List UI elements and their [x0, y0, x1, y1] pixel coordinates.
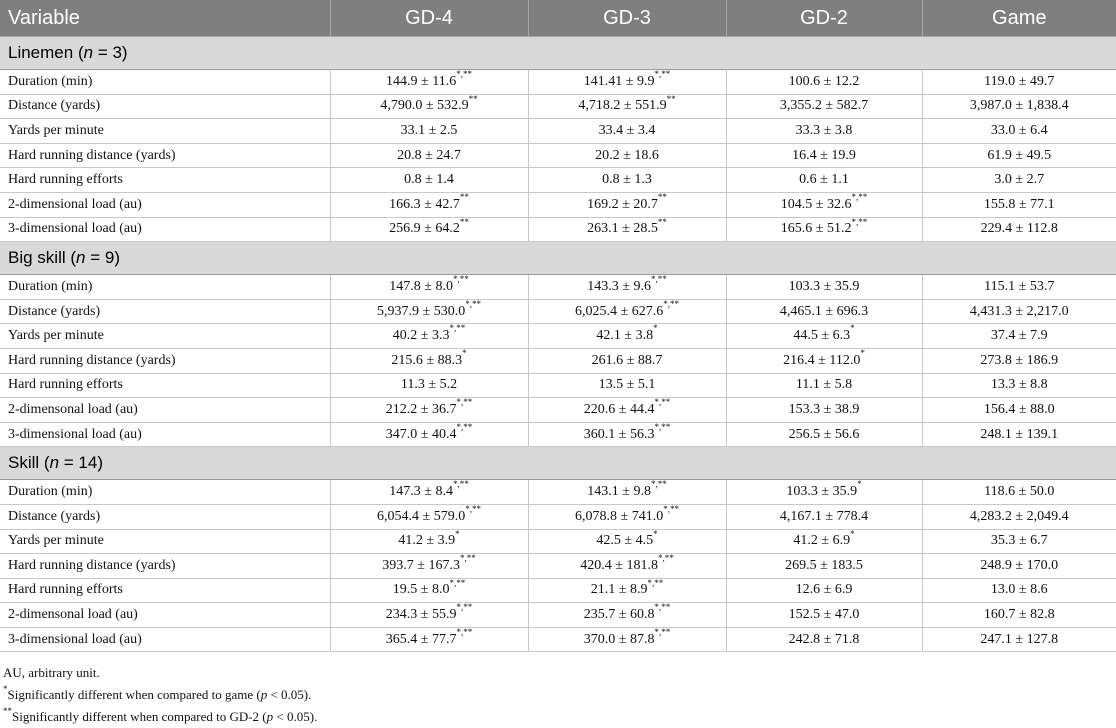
- cell-value: 103.3 ± 35.9: [788, 278, 860, 294]
- table-cell: [330, 554, 528, 579]
- significance-mark: **: [459, 192, 469, 203]
- cell-value: 42.5 ± 4.5: [596, 533, 654, 549]
- significance-mark: *,**: [663, 504, 679, 515]
- significance-mark: *,**: [456, 627, 473, 638]
- cell-value: 20.2 ± 18.6: [595, 147, 659, 163]
- table-row: [0, 480, 1116, 505]
- table-cell: [726, 299, 922, 324]
- table-row: [0, 192, 1116, 217]
- footnote-game: *Significantly different when compared to game (p < 0.05).: [3, 684, 312, 703]
- table-cell: [330, 168, 528, 193]
- cell-value: 41.2 ± 3.9: [398, 533, 456, 549]
- significance-mark: *,**: [654, 397, 671, 408]
- significance-mark: *,**: [851, 216, 868, 227]
- cell-value: 229.4 ± 112.8: [980, 221, 1058, 237]
- column-header-game: Game: [922, 0, 1116, 37]
- table-cell: [330, 143, 528, 168]
- table-cell: [726, 324, 922, 349]
- table-cell: [330, 504, 528, 529]
- table-cell: [726, 275, 922, 300]
- cell-value: 3,355.2 ± 582.7: [779, 98, 869, 114]
- table-cell: [922, 603, 1116, 628]
- table-cell: [922, 70, 1116, 95]
- row-label: Duration (min): [0, 480, 330, 505]
- significance-mark: *,**: [456, 397, 473, 408]
- cell-value: 269.5 ± 183.5: [785, 557, 863, 573]
- group-name: Linemen: [8, 43, 74, 62]
- row-label: Yards per minute: [0, 324, 330, 349]
- cell-value: 6,025.4 ± 627.6: [575, 303, 664, 319]
- table-row: [0, 627, 1116, 652]
- significance-mark: *,**: [456, 69, 472, 80]
- table-cell: [726, 119, 922, 144]
- cell-value: 247.1 ± 127.8: [980, 631, 1059, 647]
- cell-value: 100.6 ± 12.2: [788, 73, 860, 89]
- cell-value: 144.9 ± 11.6: [386, 73, 457, 89]
- table-cell: [726, 578, 922, 603]
- table-cell: [726, 70, 922, 95]
- table-row: [0, 217, 1116, 242]
- cell-value: 33.0 ± 6.4: [990, 122, 1048, 138]
- cell-value: 347.0 ± 40.4: [385, 426, 457, 442]
- row-label: Yards per minute: [0, 529, 330, 554]
- table-cell: [528, 554, 726, 579]
- table-row: [0, 554, 1116, 579]
- significance-mark: **: [459, 216, 469, 227]
- table-cell: [330, 603, 528, 628]
- cell-value: 6,054.4 ± 579.0: [377, 508, 466, 524]
- significance-mark: *: [860, 348, 865, 359]
- cell-value: 0.8 ± 1.4: [404, 172, 454, 188]
- table-cell: [726, 348, 922, 373]
- significance-mark: *,**: [452, 479, 469, 490]
- cell-value: 61.9 ± 49.5: [987, 147, 1052, 163]
- table-row: [0, 168, 1116, 193]
- table-body: [0, 37, 1116, 652]
- row-label: 2-dimensional load (au): [0, 192, 330, 217]
- cell-value: 4,167.1 ± 778.4: [779, 508, 869, 524]
- footnote-mark: *: [3, 684, 8, 695]
- cell-value: 4,431.3 ± 2,217.0: [969, 303, 1069, 319]
- cell-value: 242.8 ± 71.8: [788, 631, 860, 647]
- cell-value: 166.3 ± 42.7: [389, 196, 460, 212]
- group-title: Linemen (n = 3): [0, 37, 1116, 70]
- table-cell: [726, 480, 922, 505]
- table-cell: [726, 94, 922, 119]
- table-row: [0, 422, 1116, 447]
- table-cell: [726, 554, 922, 579]
- table-cell: [330, 275, 528, 300]
- table-cell: [922, 143, 1116, 168]
- table-cell: [330, 70, 528, 95]
- cell-value: 256.5 ± 56.6: [788, 426, 860, 442]
- table-cell: [330, 480, 528, 505]
- footnotes: [0, 662, 1116, 728]
- column-header-gd4: GD-4: [330, 0, 528, 37]
- cell-value: 16.4 ± 19.9: [792, 147, 856, 163]
- table-cell: [726, 168, 922, 193]
- cell-value: 370.0 ± 87.8: [583, 631, 655, 647]
- table-cell: [922, 627, 1116, 652]
- table-cell: [528, 217, 726, 242]
- row-label: 2-dimensonal load (au): [0, 398, 330, 423]
- table-cell: [528, 299, 726, 324]
- significance-mark: *,**: [449, 577, 466, 588]
- row-label: Yards per minute: [0, 119, 330, 144]
- significance-mark: *: [653, 528, 658, 539]
- significance-mark: *,**: [465, 298, 481, 309]
- significance-mark: *,**: [465, 504, 481, 515]
- cell-value: 220.6 ± 44.4: [583, 401, 655, 417]
- cell-value: 33.1 ± 2.5: [400, 122, 458, 138]
- table-cell: [330, 217, 528, 242]
- significance-mark: *: [455, 528, 460, 539]
- cell-value: 143.3 ± 9.6: [587, 278, 651, 294]
- significance-mark: **: [657, 216, 667, 227]
- significance-mark: *,**: [654, 602, 671, 613]
- table-row: [0, 324, 1116, 349]
- table-cell: [528, 603, 726, 628]
- group-n-value: = 3): [97, 43, 128, 62]
- table-cell: [922, 480, 1116, 505]
- table-cell: [528, 168, 726, 193]
- cell-value: 20.8 ± 24.7: [397, 147, 461, 163]
- significance-mark: *: [857, 479, 862, 490]
- table-cell: [726, 143, 922, 168]
- cell-value: 13.0 ± 8.6: [990, 582, 1048, 598]
- cell-value: 141.41 ± 9.9: [583, 73, 655, 89]
- table-cell: [922, 119, 1116, 144]
- cell-value: 33.3 ± 3.8: [795, 122, 853, 138]
- table-cell: [528, 119, 726, 144]
- cell-value: 234.3 ± 55.9: [385, 607, 457, 623]
- cell-value: 41.2 ± 6.9: [793, 533, 851, 549]
- significance-mark: *,**: [654, 421, 671, 432]
- column-header-gd2: GD-2: [726, 0, 922, 37]
- cell-value: 6,078.8 ± 741.0: [575, 508, 664, 524]
- table-cell: [726, 603, 922, 628]
- cell-value: 147.3 ± 8.4: [389, 484, 453, 500]
- cell-value: 4,790.0 ± 532.9: [380, 98, 469, 114]
- table-cell: [528, 275, 726, 300]
- cell-value: 21.1 ± 8.9: [590, 582, 648, 598]
- cell-value: 153.3 ± 38.9: [788, 401, 860, 417]
- table-cell: [330, 299, 528, 324]
- table-cell: [528, 143, 726, 168]
- cell-value: 44.5 ± 6.3: [793, 328, 851, 344]
- table-cell: [726, 504, 922, 529]
- table-cell: [922, 217, 1116, 242]
- table-cell: [330, 373, 528, 398]
- table-row: [0, 373, 1116, 398]
- table-cell: [922, 422, 1116, 447]
- cell-value: 4,465.1 ± 696.3: [779, 303, 869, 319]
- table-row: [0, 504, 1116, 529]
- cell-value: 420.4 ± 181.8: [580, 557, 658, 573]
- table-cell: [922, 373, 1116, 398]
- table-cell: [528, 192, 726, 217]
- significance-mark: *,**: [452, 274, 469, 285]
- significance-mark: **: [666, 93, 676, 104]
- table-cell: [330, 94, 528, 119]
- group-n-label: n: [83, 43, 94, 62]
- table-cell: [528, 94, 726, 119]
- cell-value: 212.2 ± 36.7: [385, 401, 457, 417]
- table-cell: [922, 504, 1116, 529]
- significance-mark: *: [850, 528, 855, 539]
- table-cell: [330, 627, 528, 652]
- cell-value: 248.9 ± 170.0: [980, 557, 1059, 573]
- table-cell: [922, 168, 1116, 193]
- cell-value: 147.8 ± 8.0: [389, 278, 453, 294]
- significance-mark: *,**: [650, 274, 667, 285]
- group-name: Skill: [8, 453, 40, 473]
- cell-value: 12.6 ± 6.9: [795, 582, 853, 598]
- cell-value: 104.5 ± 32.6: [780, 196, 852, 212]
- table-row: [0, 94, 1116, 119]
- cell-value: 215.6 ± 88.3: [391, 352, 463, 368]
- cell-value: 248.1 ± 139.1: [980, 426, 1059, 442]
- table-row: [0, 603, 1116, 628]
- table-cell: [528, 529, 726, 554]
- cell-value: 155.8 ± 77.1: [983, 196, 1055, 212]
- cell-value: 152.5 ± 47.0: [788, 607, 860, 623]
- table-cell: [922, 275, 1116, 300]
- significance-mark: *,**: [851, 192, 868, 203]
- table-row: [0, 529, 1116, 554]
- table-cell: [330, 348, 528, 373]
- table-cell: [330, 192, 528, 217]
- row-label: Hard running distance (yards): [0, 348, 330, 373]
- significance-mark: **: [657, 192, 667, 203]
- group-row: [0, 242, 1116, 275]
- cell-value: 143.1 ± 9.8: [587, 484, 651, 500]
- table-cell: [922, 554, 1116, 579]
- table-row: [0, 70, 1116, 95]
- group-title: Skill (n = 14): [0, 447, 1116, 480]
- table-cell: [330, 422, 528, 447]
- footnote-mark: **: [3, 706, 12, 717]
- row-label: Hard running efforts: [0, 168, 330, 193]
- table-cell: [330, 529, 528, 554]
- group-name: Big skill: [8, 248, 66, 268]
- table-cell: [726, 627, 922, 652]
- table-cell: [330, 578, 528, 603]
- table-cell: [726, 422, 922, 447]
- cell-value: 13.3 ± 8.8: [990, 377, 1048, 393]
- table-row: [0, 119, 1116, 144]
- cell-value: 169.2 ± 20.7: [587, 196, 658, 212]
- significance-mark: *,**: [650, 479, 667, 490]
- group-n-label: n: [49, 453, 60, 473]
- group-row: [0, 37, 1116, 70]
- group-n-label: n: [76, 248, 86, 268]
- cell-value: 33.4 ± 3.4: [598, 122, 656, 138]
- cell-value: 19.5 ± 8.0: [392, 582, 450, 598]
- footnote-abbrev: AU, arbitrary unit.: [3, 665, 100, 681]
- table-row: [0, 578, 1116, 603]
- cell-value: 115.1 ± 53.7: [984, 278, 1055, 294]
- table-cell: [922, 324, 1116, 349]
- column-header-gd3: GD-3: [528, 0, 726, 37]
- column-header-variable: Variable: [0, 0, 330, 37]
- row-label: 3-dimensional load (au): [0, 217, 330, 242]
- cell-value: 360.1 ± 56.3: [583, 426, 655, 442]
- table-cell: [528, 504, 726, 529]
- table-cell: [922, 578, 1116, 603]
- cell-value: 165.6 ± 51.2: [780, 221, 852, 237]
- significance-mark: *,**: [663, 298, 679, 309]
- cell-value: 13.5 ± 5.1: [598, 377, 656, 393]
- header-row: [0, 0, 1116, 37]
- row-label: 3-dimensional load (au): [0, 627, 330, 652]
- table-cell: [528, 348, 726, 373]
- cell-value: 365.4 ± 77.7: [385, 631, 457, 647]
- table-cell: [726, 398, 922, 423]
- table-cell: [726, 192, 922, 217]
- table-cell: [922, 529, 1116, 554]
- cell-value: 261.6 ± 88.7: [591, 352, 663, 368]
- table-cell: [922, 94, 1116, 119]
- cell-value: 235.7 ± 60.8: [583, 607, 655, 623]
- significance-mark: *,**: [459, 553, 476, 564]
- cell-value: 0.8 ± 1.3: [602, 172, 652, 188]
- cell-value: 160.7 ± 82.8: [983, 607, 1055, 623]
- row-label: Hard running distance (yards): [0, 554, 330, 579]
- table-row: [0, 299, 1116, 324]
- row-label: 3-dimensional load (au): [0, 422, 330, 447]
- cell-value: 3,987.0 ± 1,838.4: [969, 98, 1069, 114]
- table-row: [0, 398, 1116, 423]
- cell-value: 263.1 ± 28.5: [587, 221, 658, 237]
- significance-mark: *,**: [456, 421, 473, 432]
- group-n-value: = 9): [90, 248, 120, 268]
- table-cell: [528, 480, 726, 505]
- table-cell: [528, 70, 726, 95]
- significance-mark: *,**: [449, 323, 466, 334]
- cell-value: 0.6 ± 1.1: [799, 172, 849, 188]
- row-label: Hard running distance (yards): [0, 143, 330, 168]
- table-cell: [528, 627, 726, 652]
- table-cell: [330, 398, 528, 423]
- table-row: [0, 275, 1116, 300]
- cell-value: 273.8 ± 186.9: [980, 352, 1059, 368]
- cell-value: 5,937.9 ± 530.0: [377, 303, 466, 319]
- table-cell: [528, 578, 726, 603]
- cell-value: 42.1 ± 3.8: [596, 328, 654, 344]
- table-cell: [330, 119, 528, 144]
- cell-value: 4,718.2 ± 551.9: [578, 98, 667, 114]
- cell-value: 156.4 ± 88.0: [983, 401, 1055, 417]
- cell-value: 37.4 ± 7.9: [990, 328, 1048, 344]
- significance-mark: *,**: [657, 553, 674, 564]
- cell-value: 119.0 ± 49.7: [984, 73, 1055, 89]
- row-label: Distance (yards): [0, 504, 330, 529]
- row-label: Distance (yards): [0, 94, 330, 119]
- cell-value: 103.3 ± 35.9: [786, 484, 858, 500]
- table-cell: [726, 373, 922, 398]
- cell-value: 3.0 ± 2.7: [994, 172, 1045, 188]
- significance-mark: *,**: [654, 69, 671, 80]
- table-cell: [922, 398, 1116, 423]
- cell-value: 216.4 ± 112.0: [783, 352, 861, 368]
- table-cell: [528, 422, 726, 447]
- table-cell: [528, 398, 726, 423]
- cell-value: 4,283.2 ± 2,049.4: [969, 508, 1069, 524]
- row-label: Duration (min): [0, 70, 330, 95]
- cell-value: 40.2 ± 3.3: [392, 328, 450, 344]
- table-header: [0, 0, 1116, 37]
- significance-mark: **: [468, 93, 478, 104]
- table-row: [0, 143, 1116, 168]
- cell-value: 11.1 ± 5.8: [795, 377, 853, 393]
- significance-mark: *,**: [456, 602, 473, 613]
- table-cell: [922, 192, 1116, 217]
- row-label: Hard running efforts: [0, 373, 330, 398]
- group-row: [0, 447, 1116, 480]
- significance-mark: *,**: [647, 577, 664, 588]
- table-cell: [726, 217, 922, 242]
- footnote-gd2: **Significantly different when compared to GD-2 (p < 0.05).: [3, 706, 318, 725]
- row-label: Distance (yards): [0, 299, 330, 324]
- table-cell: [922, 299, 1116, 324]
- table-row: [0, 348, 1116, 373]
- table-cell: [726, 529, 922, 554]
- row-label: 2-dimensonal load (au): [0, 603, 330, 628]
- group-n-value: = 14): [63, 453, 103, 473]
- cell-value: 118.6 ± 50.0: [984, 484, 1055, 500]
- table-cell: [922, 348, 1116, 373]
- row-label: Duration (min): [0, 275, 330, 300]
- cell-value: 393.7 ± 167.3: [382, 557, 460, 573]
- group-title: Big skill (n = 9): [0, 242, 1116, 275]
- significance-mark: *: [462, 348, 467, 359]
- cell-value: 11.3 ± 5.2: [400, 377, 458, 393]
- significance-mark: *: [850, 323, 855, 334]
- cell-value: 256.9 ± 64.2: [389, 221, 460, 237]
- table-cell: [528, 324, 726, 349]
- cell-value: 35.3 ± 6.7: [990, 533, 1048, 549]
- row-label: Hard running efforts: [0, 578, 330, 603]
- significance-mark: *,**: [654, 627, 671, 638]
- significance-mark: *: [653, 323, 658, 334]
- table-cell: [330, 324, 528, 349]
- table-cell: [528, 373, 726, 398]
